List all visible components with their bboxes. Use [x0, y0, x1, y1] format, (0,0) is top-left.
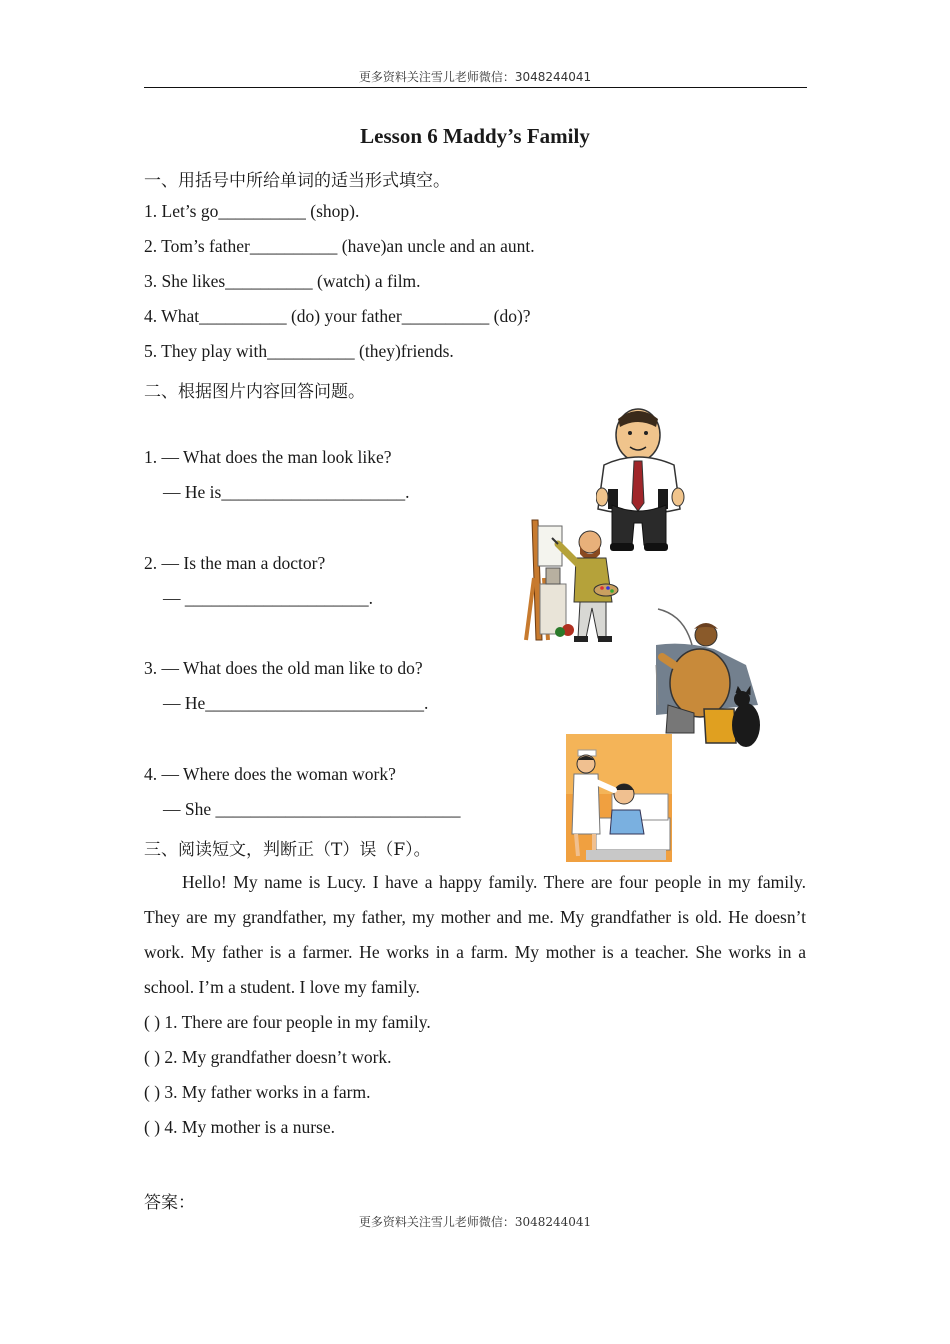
nurse-illustration	[566, 734, 672, 862]
section3-item-3: ( ) 3. My father works in a farm.	[144, 1082, 371, 1102]
fisherman-illustration	[654, 605, 762, 750]
section3-item-1: ( ) 1. There are four people in my family.	[144, 1012, 431, 1032]
section2-heading: 二、根据图片内容回答问题。	[144, 382, 365, 402]
section2-answer-4: — She ____________________________	[163, 799, 461, 819]
section2-question-4: 4. — Where does the woman work?	[144, 764, 396, 784]
reading-passage: Hello! My name is Lucy. I have a happy family. There are four people in my family. They are my grandfather, my father, my mother and me. My grandfather is old. He doesn’t work. My father is a farmer. He works in a farm. My mother is a teacher. She works in a school. I’m a student. I love my family.	[144, 872, 806, 997]
section2-question-1: 1. — What does the man look like?	[144, 447, 392, 467]
section1-item-5: 5. They play with__________ (they)friends.	[144, 341, 454, 361]
header-rule	[144, 87, 807, 88]
section3-item-4: ( ) 4. My mother is a nurse.	[144, 1117, 336, 1137]
section1-heading: 一、用括号中所给单词的适当形式填空。	[144, 171, 450, 191]
painter-illustration	[522, 518, 622, 644]
section3-heading: 三、阅读短文，判断正（T）误（F）。	[144, 840, 431, 860]
page-header: 更多资料关注雪儿老师微信：3048244041	[358, 70, 592, 84]
section2-answer-3: — He_________________________.	[163, 693, 429, 713]
section2-answer-2: — _____________________.	[163, 588, 373, 608]
lesson-title: Lesson 6 Maddy’s Family	[360, 124, 590, 148]
section3-item-2: ( ) 2. My grandfather doesn’t work.	[144, 1047, 392, 1067]
page-footer: 更多资料关注雪儿老师微信：3048244041	[358, 1215, 592, 1229]
section2-question-2: 2. — Is the man a doctor?	[144, 553, 326, 573]
answer-label: 答案：	[144, 1193, 195, 1213]
section1-item-1: 1. Let’s go__________ (shop).	[144, 201, 360, 221]
section2-question-3: 3. — What does the old man like to do?	[144, 658, 423, 678]
section1-item-3: 3. She likes__________ (watch) a film.	[144, 271, 421, 291]
section1-item-4: 4. What__________ (do) your father__________ (do)?	[144, 306, 531, 326]
section1-item-2: 2. Tom’s father__________ (have)an uncle and an aunt.	[144, 236, 535, 256]
section2-answer-1: — He is_____________________.	[163, 482, 410, 502]
